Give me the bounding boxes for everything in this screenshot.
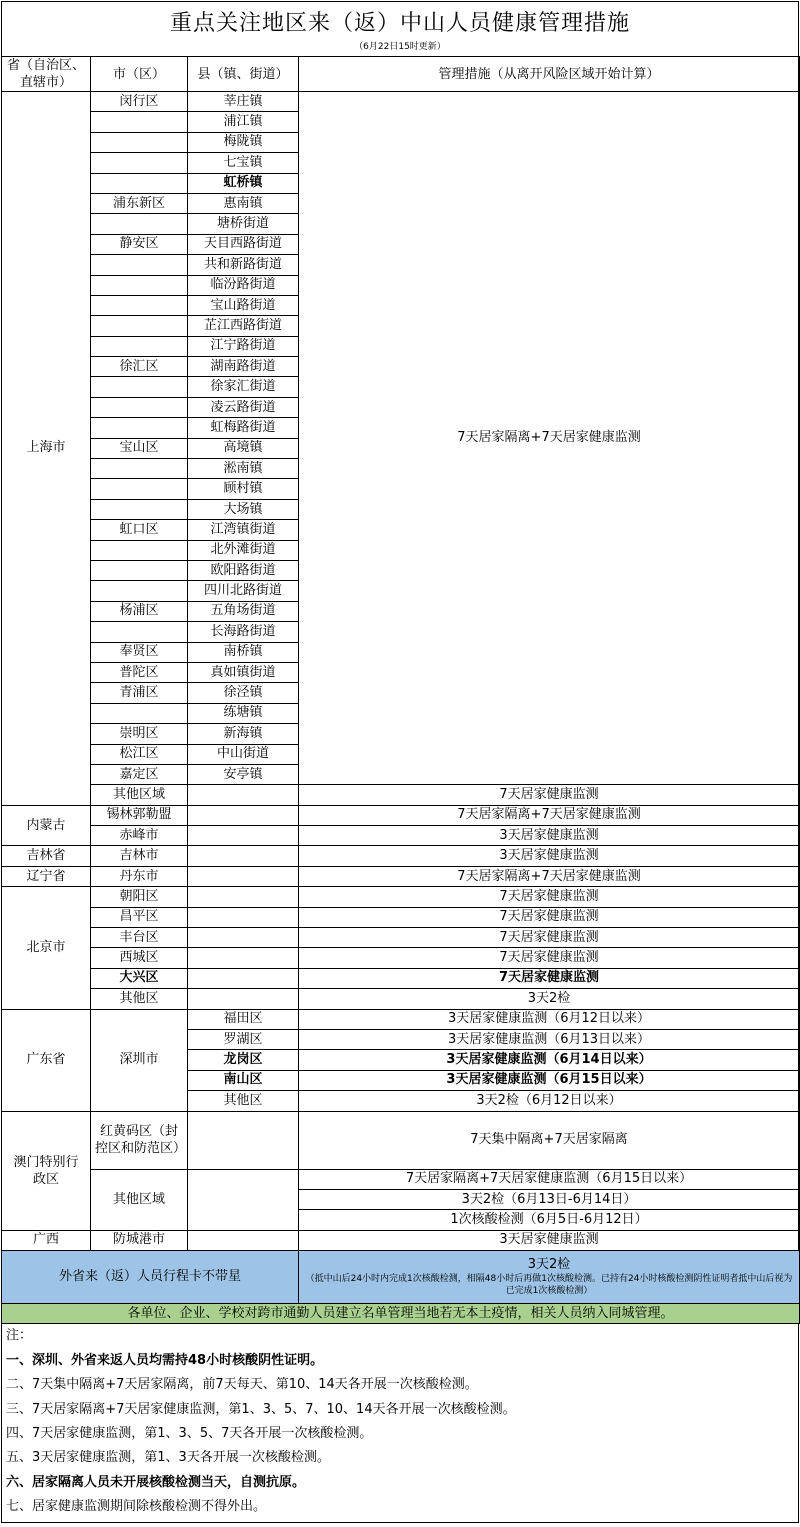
measure-cell: 7天居家健康监测 bbox=[299, 907, 800, 927]
town-cell bbox=[188, 928, 299, 948]
city-cell: 丹东市 bbox=[91, 866, 188, 886]
city-cell: 吉林市 bbox=[91, 846, 188, 866]
measure-cell: 7天居家隔离+7天居家健康监测（6月15日以来） bbox=[299, 1169, 800, 1189]
table-row bbox=[2, 948, 800, 968]
measure-cell: 7天居家健康监测 bbox=[299, 968, 800, 988]
table-row bbox=[2, 92, 800, 112]
table-row bbox=[2, 866, 800, 886]
measure-cell: 3天居家健康监测 bbox=[299, 1230, 800, 1250]
note-line: 七、居家健康监测期间除核酸检测不得外出。 bbox=[6, 1499, 267, 1515]
town-cell bbox=[188, 846, 299, 866]
town-cell: 宝山路街道 bbox=[188, 295, 299, 315]
table-row bbox=[2, 928, 800, 948]
city-cell bbox=[91, 295, 188, 315]
city-cell bbox=[91, 153, 188, 173]
city-cell: 其他区域 bbox=[91, 785, 188, 805]
city-cell: 闵行区 bbox=[91, 92, 188, 112]
city-cell bbox=[91, 499, 188, 519]
city-cell bbox=[91, 275, 188, 295]
province-guangxi: 广西 bbox=[2, 1230, 91, 1250]
city-cell bbox=[91, 479, 188, 499]
measure-cell: 7天居家健康监测 bbox=[299, 928, 800, 948]
city-cell: 朝阳区 bbox=[91, 887, 188, 907]
outside-label: 外省来（返）人员行程卡不带星 bbox=[2, 1251, 299, 1304]
city-cell bbox=[91, 581, 188, 601]
outside-measure-cell bbox=[299, 1251, 800, 1304]
city-cell bbox=[91, 397, 188, 417]
measure-cell: 7天集中隔离+7天居家隔离 bbox=[299, 1111, 800, 1169]
table-row bbox=[2, 1111, 800, 1169]
city-cell bbox=[91, 112, 188, 132]
town-cell bbox=[188, 968, 299, 988]
commute-row bbox=[2, 1304, 800, 1324]
city-cell bbox=[91, 459, 188, 479]
header-town: 县（镇、街道） bbox=[188, 57, 299, 92]
table-row bbox=[2, 785, 800, 805]
note-line: 四、7天居家健康监测，第1、3、5、7天各开展一次核酸检测。 bbox=[6, 1426, 373, 1442]
province-macau: 澳门特别行政区 bbox=[2, 1111, 91, 1230]
town-cell bbox=[188, 1230, 299, 1250]
town-cell: 湖南路街道 bbox=[188, 357, 299, 377]
town-cell: 练塘镇 bbox=[188, 703, 299, 723]
province-liaoning: 辽宁省 bbox=[2, 866, 91, 886]
town-cell: 大场镇 bbox=[188, 499, 299, 519]
header-row bbox=[2, 57, 800, 92]
town-cell bbox=[188, 1169, 299, 1230]
table-row bbox=[2, 846, 800, 866]
town-cell: 淞南镇 bbox=[188, 459, 299, 479]
city-cell: 嘉定区 bbox=[91, 764, 188, 784]
measure-cell: 7天居家健康监测 bbox=[299, 887, 800, 907]
city-cell: 奉贤区 bbox=[91, 642, 188, 662]
town-cell: 徐家汇街道 bbox=[188, 377, 299, 397]
town-cell: 龙岗区 bbox=[188, 1050, 299, 1070]
table-row bbox=[2, 805, 800, 825]
town-cell: 顾村镇 bbox=[188, 479, 299, 499]
city-cell: 防城港市 bbox=[91, 1230, 188, 1250]
measure-cell: 7天居家隔离+7天居家健康监测 bbox=[299, 866, 800, 886]
note-line: 三、7天居家隔离+7天居家健康监测，第1、3、5、7、10、14天各开展一次核酸检测。 bbox=[6, 1401, 516, 1417]
city-cell: 赤峰市 bbox=[91, 826, 188, 846]
measure-cell: 3天居家健康监测（6月13日以来） bbox=[299, 1029, 800, 1049]
town-cell bbox=[188, 785, 299, 805]
header-province: 省（自治区、直辖市） bbox=[2, 57, 91, 92]
measure-cell: 3天居家健康监测（6月15日以来） bbox=[299, 1070, 800, 1090]
city-cell bbox=[91, 173, 188, 193]
measure-shanghai: 7天居家隔离+7天居家健康监测 bbox=[299, 92, 800, 785]
town-cell bbox=[188, 1111, 299, 1169]
page-title: 重点关注地区来（返）中山人员健康管理措施 bbox=[169, 11, 630, 36]
measure-cell: 3天2检 bbox=[299, 989, 800, 1009]
town-cell: 共和新路街道 bbox=[188, 255, 299, 275]
city-cell bbox=[91, 418, 188, 438]
update-time: （6月22日15时更新） bbox=[354, 42, 446, 52]
city-cell: 青浦区 bbox=[91, 683, 188, 703]
city-cell: 崇明区 bbox=[91, 724, 188, 744]
province-jilin: 吉林省 bbox=[2, 846, 91, 866]
town-cell: 虹梅路街道 bbox=[188, 418, 299, 438]
town-cell: 虹桥镇 bbox=[188, 173, 299, 193]
town-cell: 其他区 bbox=[188, 1091, 299, 1111]
header-measure: 管理措施（从离开风险区域开始计算） bbox=[299, 57, 800, 92]
town-cell: 莘庄镇 bbox=[188, 92, 299, 112]
measure-cell: 7天居家健康监测 bbox=[299, 948, 800, 968]
measure-cell: 7天居家隔离+7天居家健康监测 bbox=[299, 805, 800, 825]
town-cell: 五角场街道 bbox=[188, 601, 299, 621]
measure-cell: 3天2检（6月13日-6月14日） bbox=[299, 1189, 800, 1209]
outside-row bbox=[2, 1251, 800, 1304]
city-cell: 杨浦区 bbox=[91, 601, 188, 621]
outside-note: （抵中山后24小时内完成1次核酸检测，相隔48小时后再做1次核酸检测。已持有24小时核酸检测阴性证明者抵中山后视为已完成1次核酸检测） bbox=[305, 1274, 793, 1297]
province-guangdong: 广东省 bbox=[2, 1009, 91, 1111]
town-cell: 长海路街道 bbox=[188, 622, 299, 642]
town-cell: 七宝镇 bbox=[188, 153, 299, 173]
measure-cell: 3天居家健康监测 bbox=[299, 846, 800, 866]
outside-measure: 3天2检 bbox=[527, 1257, 571, 1273]
town-cell bbox=[188, 948, 299, 968]
city-shenzhen: 深圳市 bbox=[91, 1009, 188, 1111]
measure-cell: 1次核酸检测（6月5日-6月12日） bbox=[299, 1210, 800, 1230]
document-page bbox=[1, 1, 799, 1523]
measure-cell: 7天居家健康监测 bbox=[299, 785, 800, 805]
table-row bbox=[2, 989, 800, 1009]
town-cell: 福田区 bbox=[188, 1009, 299, 1029]
city-cell bbox=[91, 132, 188, 152]
province-beijing: 北京市 bbox=[2, 887, 91, 1009]
city-cell bbox=[91, 316, 188, 336]
header-city: 市（区） bbox=[91, 57, 188, 92]
city-cell bbox=[91, 336, 188, 356]
measure-cell: 3天居家健康监测 bbox=[299, 826, 800, 846]
town-cell: 江宁路街道 bbox=[188, 336, 299, 356]
town-cell: 临汾路街道 bbox=[188, 275, 299, 295]
city-cell bbox=[91, 255, 188, 275]
town-cell bbox=[188, 887, 299, 907]
city-cell: 大兴区 bbox=[91, 968, 188, 988]
town-cell: 塘桥街道 bbox=[188, 214, 299, 234]
town-cell: 高境镇 bbox=[188, 438, 299, 458]
city-cell: 宝山区 bbox=[91, 438, 188, 458]
city-cell: 西城区 bbox=[91, 948, 188, 968]
city-cell: 红黄码区（封控区和防范区） bbox=[91, 1111, 188, 1169]
city-cell: 浦东新区 bbox=[91, 193, 188, 213]
city-cell: 普陀区 bbox=[91, 662, 188, 682]
town-cell: 安亭镇 bbox=[188, 764, 299, 784]
city-cell bbox=[91, 622, 188, 642]
town-cell bbox=[188, 866, 299, 886]
town-cell: 惠南镇 bbox=[188, 193, 299, 213]
table-body bbox=[2, 92, 800, 1324]
city-cell: 昌平区 bbox=[91, 907, 188, 927]
note-line: 注： bbox=[6, 1328, 33, 1344]
city-cell bbox=[91, 560, 188, 580]
table-row bbox=[2, 887, 800, 907]
measure-cell: 3天居家健康监测（6月14日以来） bbox=[299, 1050, 800, 1070]
city-cell: 其他区域 bbox=[91, 1169, 188, 1230]
city-cell: 锡林郭勒盟 bbox=[91, 805, 188, 825]
town-cell: 天目西路街道 bbox=[188, 234, 299, 254]
note-line: 五、3天居家健康监测，第1、3天各开展一次核酸检测。 bbox=[6, 1450, 330, 1466]
province-neimenggu: 内蒙古 bbox=[2, 805, 91, 846]
commute-text: 各单位、企业、学校对跨市通勤人员建立名单管理当地若无本土疫情，相关人员纳入同城管理。 bbox=[2, 1304, 800, 1324]
city-cell: 虹口区 bbox=[91, 520, 188, 540]
table-row bbox=[2, 1230, 800, 1250]
table-row bbox=[2, 907, 800, 927]
town-cell: 徐泾镇 bbox=[188, 683, 299, 703]
town-cell: 四川北路街道 bbox=[188, 581, 299, 601]
town-cell: 芷江西路街道 bbox=[188, 316, 299, 336]
town-cell: 新海镇 bbox=[188, 724, 299, 744]
town-cell: 欧阳路街道 bbox=[188, 560, 299, 580]
town-cell: 江湾镇街道 bbox=[188, 520, 299, 540]
town-cell: 中山街道 bbox=[188, 744, 299, 764]
city-cell bbox=[91, 703, 188, 723]
city-cell: 松江区 bbox=[91, 744, 188, 764]
town-cell: 梅陇镇 bbox=[188, 132, 299, 152]
table-row bbox=[2, 968, 800, 988]
town-cell: 南桥镇 bbox=[188, 642, 299, 662]
note-line: 二、7天集中隔离+7天居家隔离，前7天每天、第10、14天各开展一次核酸检测。 bbox=[6, 1377, 478, 1393]
table-row bbox=[2, 1009, 800, 1029]
town-cell: 北外滩街道 bbox=[188, 540, 299, 560]
town-cell: 南山区 bbox=[188, 1070, 299, 1090]
city-cell: 丰台区 bbox=[91, 928, 188, 948]
town-cell: 真如镇街道 bbox=[188, 662, 299, 682]
measures-table bbox=[1, 56, 800, 1324]
city-cell: 静安区 bbox=[91, 234, 188, 254]
notes-section bbox=[2, 1324, 798, 1519]
note-line: 一、深圳、外省来返人员均需持48小时核酸阴性证明。 bbox=[6, 1352, 324, 1368]
town-cell bbox=[188, 826, 299, 846]
table-row bbox=[2, 826, 800, 846]
city-cell: 徐汇区 bbox=[91, 357, 188, 377]
table-row bbox=[2, 1169, 800, 1189]
province-shanghai: 上海市 bbox=[2, 92, 91, 806]
note-line: 六、居家隔离人员未开展核酸检测当天，自测抗原。 bbox=[6, 1474, 306, 1490]
city-cell: 其他区 bbox=[91, 989, 188, 1009]
measure-cell: 3天2检（6月12日以来） bbox=[299, 1091, 800, 1111]
town-cell: 凌云路街道 bbox=[188, 397, 299, 417]
town-cell bbox=[188, 805, 299, 825]
town-cell bbox=[188, 989, 299, 1009]
town-cell: 罗湖区 bbox=[188, 1029, 299, 1049]
town-cell: 浦江镇 bbox=[188, 112, 299, 132]
city-cell bbox=[91, 540, 188, 560]
measure-cell: 3天居家健康监测（6月12日以来） bbox=[299, 1009, 800, 1029]
city-cell bbox=[91, 377, 188, 397]
city-cell bbox=[91, 214, 188, 234]
town-cell bbox=[188, 907, 299, 927]
